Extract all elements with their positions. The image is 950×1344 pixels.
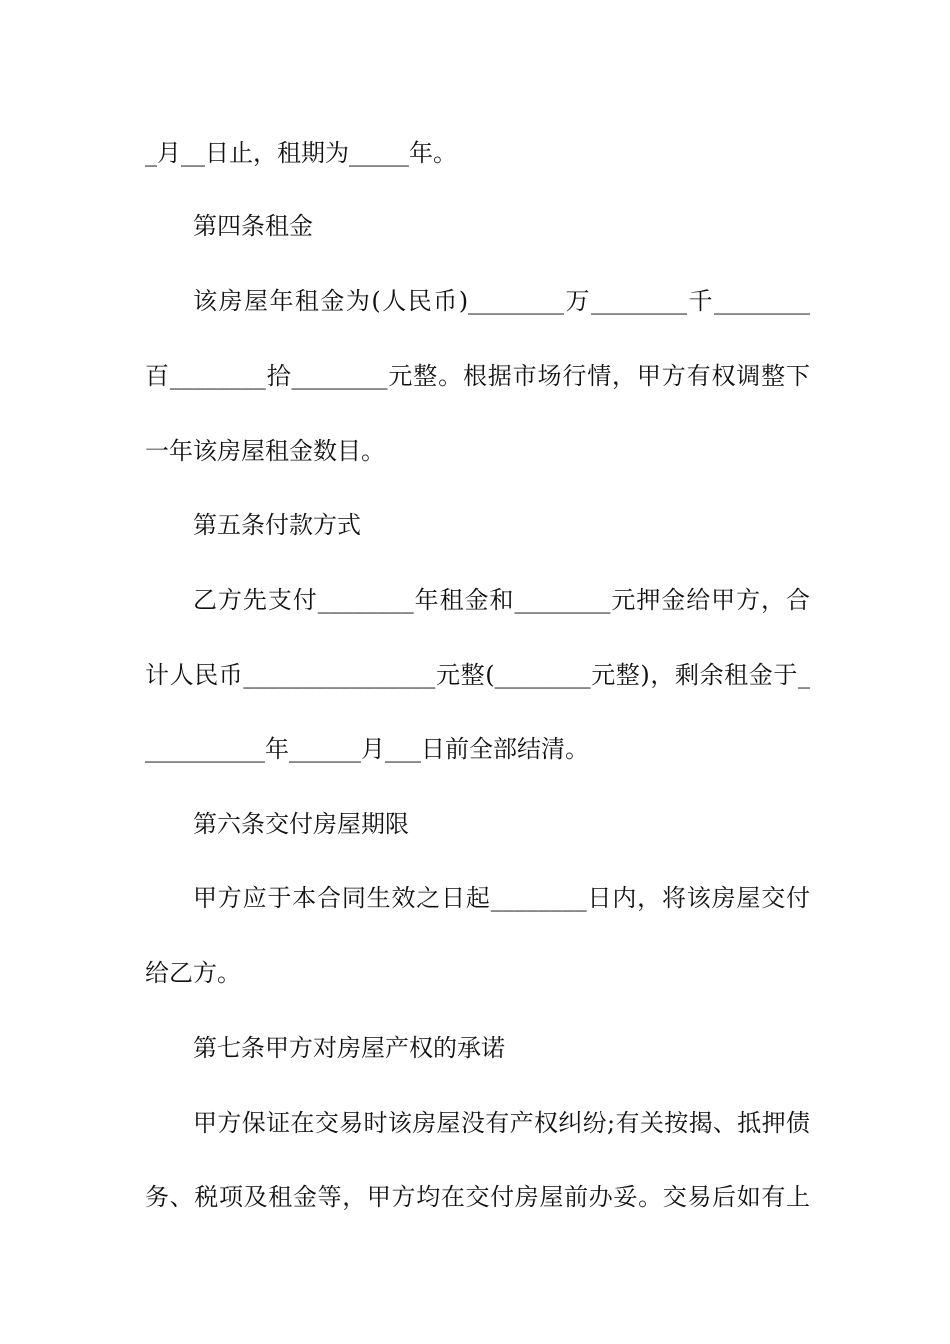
heading-article-7: 第七条甲方对房屋产权的承诺 — [193, 1034, 505, 1062]
text-line-7: 乙方先支付________年租金和________元押金给甲方，合 — [193, 586, 810, 614]
text-line-8: 计人民币________________元整(________元整)，剩余租金于_ — [145, 661, 810, 689]
heading-article-6: 第六条交付房屋期限 — [193, 810, 409, 838]
text-line-4: 百________拾________元整。根据市场行情，甲方有权调整下 — [145, 362, 810, 390]
text-line-14: 甲方保证在交易时该房屋没有产权纠纷;有关按揭、抵押债 — [193, 1109, 810, 1137]
heading-article-4: 第四条租金 — [193, 212, 313, 240]
text-line-1: _月__日止，租期为_____年。 — [145, 139, 457, 167]
text-line-9: __________年______月___日前全部结清。 — [145, 735, 589, 763]
text-line-5: 一年该房屋租金数目。 — [145, 437, 385, 465]
text-line-11: 甲方应于本合同生效之日起________日内，将该房屋交付 — [193, 884, 810, 912]
text-line-15: 务、税项及租金等，甲方均在交付房屋前办妥。交易后如有上 — [145, 1183, 810, 1211]
heading-article-5: 第五条付款方式 — [193, 511, 361, 539]
text-line-12: 给乙方。 — [145, 959, 241, 987]
text-line-3: 该房屋年租金为(人民币)________万________千________ — [193, 287, 810, 315]
